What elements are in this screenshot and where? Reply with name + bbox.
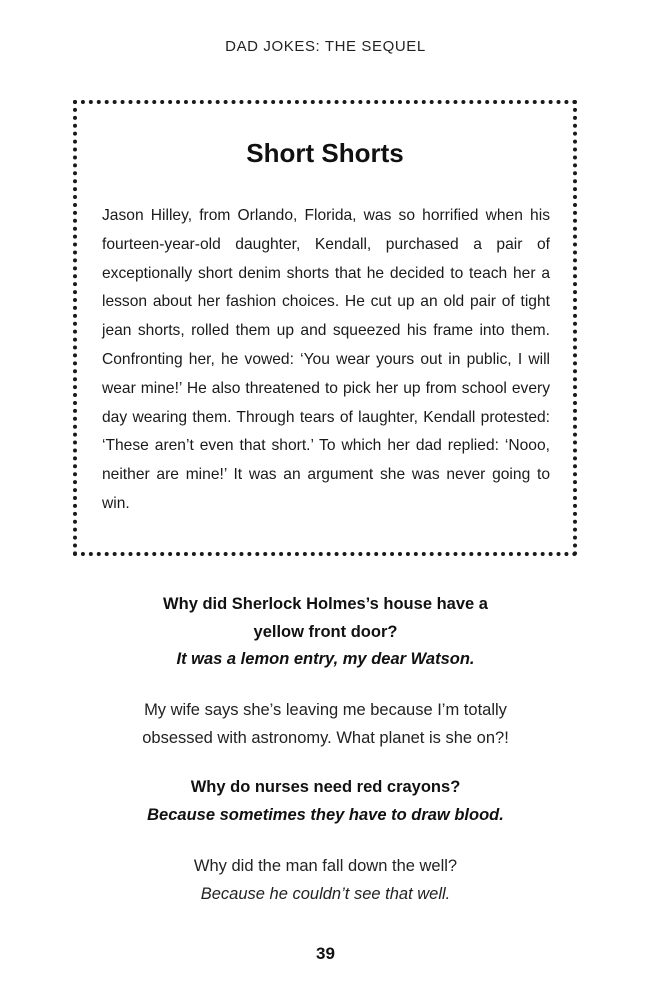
joke-question-line: yellow front door? [253,622,398,641]
joke-well [75,853,576,908]
joke-question: Why did the man fall down the well? [193,857,458,875]
joke-nurses [75,774,576,829]
joke-line: My wife says she’s leaving me because I’m totally [144,701,507,719]
joke-sherlock [75,591,576,674]
joke-question: Why do nurses need red crayons? [190,778,461,796]
running-head: DAD JOKES: THE SEQUEL [225,38,426,55]
joke-astronomy [75,697,576,752]
feature-title: Short Shorts [246,138,404,168]
feature-box [73,100,577,556]
joke-line: obsessed with astronomy. What planet is she on?! [142,728,509,747]
feature-body: Jason Hilley, from Orlando, Florida, was so horrified when his fourteen-year-old daughter, Kendall, purchased a pair of exceptionally short denim shorts that he decided to teach her a lesson about her fashion choices. He cut up an old pair of tight jean shorts, rolled them up and squeezed his frame into them. Confronting her, he vowed: ‘You wear yours out in public, I will wear mine!’ He also threatened to pick her up from school every day wearing them. Through tears of laughter, Kendall protested: ‘These aren’t even that short.’ To which her dad replied: ‘Nooo, neither are mine!’ It was an argument she was never going to win. [102,207,550,512]
joke-answer: It was a lemon entry, my dear Watson. [176,650,475,668]
joke-answer: Because he couldn’t see that well. [200,884,451,903]
joke-answer: Because sometimes they have to draw blood. [147,805,504,824]
page-number: 39 [316,944,335,963]
joke-question-line: Why did Sherlock Holmes’s house have a [163,595,488,613]
